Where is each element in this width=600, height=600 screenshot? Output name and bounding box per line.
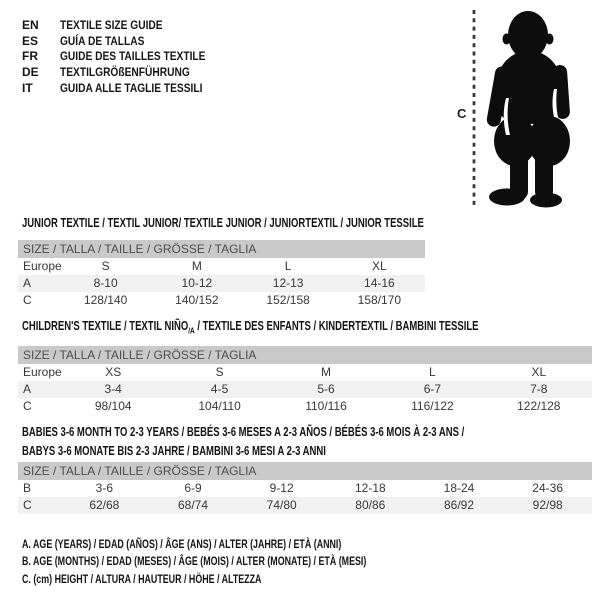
language-row-it bbox=[22, 80, 231, 96]
table-row-c bbox=[18, 292, 425, 309]
table-cell: L bbox=[429, 365, 436, 379]
size-table-babies bbox=[18, 462, 592, 514]
language-label: TEXTILE SIZE GUIDE bbox=[60, 17, 163, 32]
table-cell: 9-12 bbox=[269, 481, 294, 495]
language-row-en bbox=[22, 17, 231, 33]
table-row-c bbox=[18, 497, 592, 514]
row-label: C bbox=[23, 498, 32, 512]
language-label: GUIDA ALLE TAGLIE TESSILI bbox=[60, 81, 203, 96]
table-cell: 10-12 bbox=[181, 276, 213, 290]
table-cell: 68/74 bbox=[177, 498, 208, 512]
language-code: FR bbox=[22, 49, 38, 64]
row-label: Europe bbox=[23, 259, 62, 273]
size-table-junior bbox=[18, 240, 425, 309]
size-header-bar: SIZE / TALLA / TAILLE / GRÖSSE / TAGLIA bbox=[18, 462, 592, 480]
baby-silhouette-icon bbox=[482, 5, 577, 210]
table-cell: 18-24 bbox=[443, 481, 475, 495]
table-cell: S bbox=[215, 365, 224, 379]
table-cell: 110/116 bbox=[305, 399, 347, 413]
table-cell: XL bbox=[531, 365, 547, 379]
table-cell: 3-4 bbox=[104, 382, 122, 396]
language-row-de bbox=[22, 64, 231, 80]
language-label: GUÍA DE TALLAS bbox=[60, 33, 145, 48]
section-title-text: CHILDREN'S TEXTILE / TEXTIL NIÑO bbox=[22, 319, 189, 333]
table-cell: 80/86 bbox=[355, 498, 386, 512]
language-code: ES bbox=[22, 33, 39, 48]
section-title-junior bbox=[22, 217, 424, 236]
table-cell: 5-6 bbox=[317, 382, 335, 396]
row-label: A bbox=[23, 382, 32, 396]
section-title-text: JUNIOR TEXTILE / TEXTIL JUNIOR/ TEXTILE JUNIOR / JUNIORTEXTIL / JUNIOR TESSILE bbox=[22, 216, 424, 230]
row-label: C bbox=[23, 293, 32, 307]
section-title-babies bbox=[22, 426, 464, 463]
section-title-text: /A bbox=[188, 325, 195, 336]
table-row-c bbox=[18, 398, 592, 415]
measure-dashed-line-icon bbox=[471, 9, 477, 209]
row-label: Europe bbox=[23, 365, 62, 379]
language-label: TEXTILGRÖßENFÜHRUNG bbox=[60, 65, 190, 80]
table-row-europe bbox=[18, 364, 592, 381]
height-measure-label: C bbox=[457, 106, 467, 121]
footnote-b: B. AGE (MONTHS) / EDAD (MESES) / ÂGE (MOIS) / ALTER (MONATE) / ETÀ (MESI) bbox=[22, 554, 367, 569]
table-row-europe bbox=[18, 258, 425, 275]
table-cell: 12-18 bbox=[354, 481, 386, 495]
footnote-a: A. AGE (YEARS) / EDAD (AÑOS) / ÂGE (ANS) / ALTER (JAHRE) / ETÀ (ANNI) bbox=[22, 537, 342, 551]
size-table-children bbox=[18, 346, 592, 415]
table-cell: 92/98 bbox=[532, 498, 563, 512]
section-title-text: BABYS 3-6 MONATE BIS 2-3 JAHRE / BAMBINI 3-6 MESI A 2-3 ANNI bbox=[22, 443, 326, 458]
row-label: A bbox=[23, 276, 32, 290]
table-row-a bbox=[18, 381, 592, 398]
section-title-children bbox=[22, 320, 478, 339]
table-row-a bbox=[18, 275, 425, 292]
language-code: IT bbox=[22, 81, 33, 96]
language-list bbox=[22, 17, 231, 96]
size-header-bar: SIZE / TALLA / TAILLE / GRÖSSE / TAGLIA bbox=[18, 346, 592, 364]
row-label: B bbox=[23, 481, 32, 495]
language-row-es bbox=[22, 33, 231, 49]
table-cell: 24-36 bbox=[532, 481, 563, 495]
table-cell: 122/128 bbox=[517, 399, 561, 413]
table-cell: M bbox=[191, 259, 202, 273]
section-title-text: / TEXTILE DES ENFANTS / KINDERTEXTIL / BAMBINI TESSILE bbox=[194, 319, 479, 333]
row-label: C bbox=[23, 399, 32, 413]
table-cell: 74/80 bbox=[266, 498, 297, 512]
table-cell: 7-8 bbox=[530, 382, 548, 396]
table-cell: XS bbox=[105, 365, 122, 379]
table-cell: 104/110 bbox=[198, 399, 241, 413]
table-cell: 152/158 bbox=[266, 293, 310, 307]
language-code: DE bbox=[22, 65, 39, 80]
section-title-text: BABIES 3-6 MONTH TO 2-3 YEARS / BEBÉS 3-6 MESES A 2-3 AÑOS / BÉBÉS 3-6 MOIS À 2-3 ANS / bbox=[22, 425, 465, 439]
table-cell: 8-10 bbox=[93, 276, 118, 290]
table-cell: S bbox=[101, 259, 110, 273]
table-cell: XL bbox=[372, 259, 387, 273]
table-cell: 62/68 bbox=[89, 498, 120, 512]
table-row-b bbox=[18, 480, 592, 497]
table-cell: 116/122 bbox=[411, 399, 454, 413]
table-cell: 98/104 bbox=[94, 399, 132, 413]
table-cell: M bbox=[320, 365, 331, 379]
table-cell: L bbox=[284, 259, 292, 273]
table-cell: 140/152 bbox=[175, 293, 219, 307]
table-cell: 4-5 bbox=[210, 382, 229, 396]
table-cell: 12-13 bbox=[272, 276, 304, 290]
table-cell: 6-7 bbox=[423, 382, 442, 396]
language-row-fr bbox=[22, 49, 231, 65]
language-label: GUIDE DES TAILLES TEXTILE bbox=[60, 49, 206, 64]
table-cell: 3-6 bbox=[95, 481, 113, 495]
size-header-bar: SIZE / TALLA / TAILLE / GRÖSSE / TAGLIA bbox=[18, 240, 425, 258]
table-cell: 128/140 bbox=[83, 293, 128, 307]
table-cell: 158/170 bbox=[357, 293, 402, 307]
table-cell: 86/92 bbox=[443, 498, 474, 512]
table-cell: 14-16 bbox=[364, 276, 395, 290]
footnote-c: C. (cm) HEIGHT / ALTURA / HAUTEUR / HÖHE / ALTEZZA bbox=[22, 571, 262, 586]
language-code: EN bbox=[22, 17, 39, 32]
footnotes bbox=[22, 536, 487, 588]
table-cell: 6-9 bbox=[184, 481, 202, 495]
